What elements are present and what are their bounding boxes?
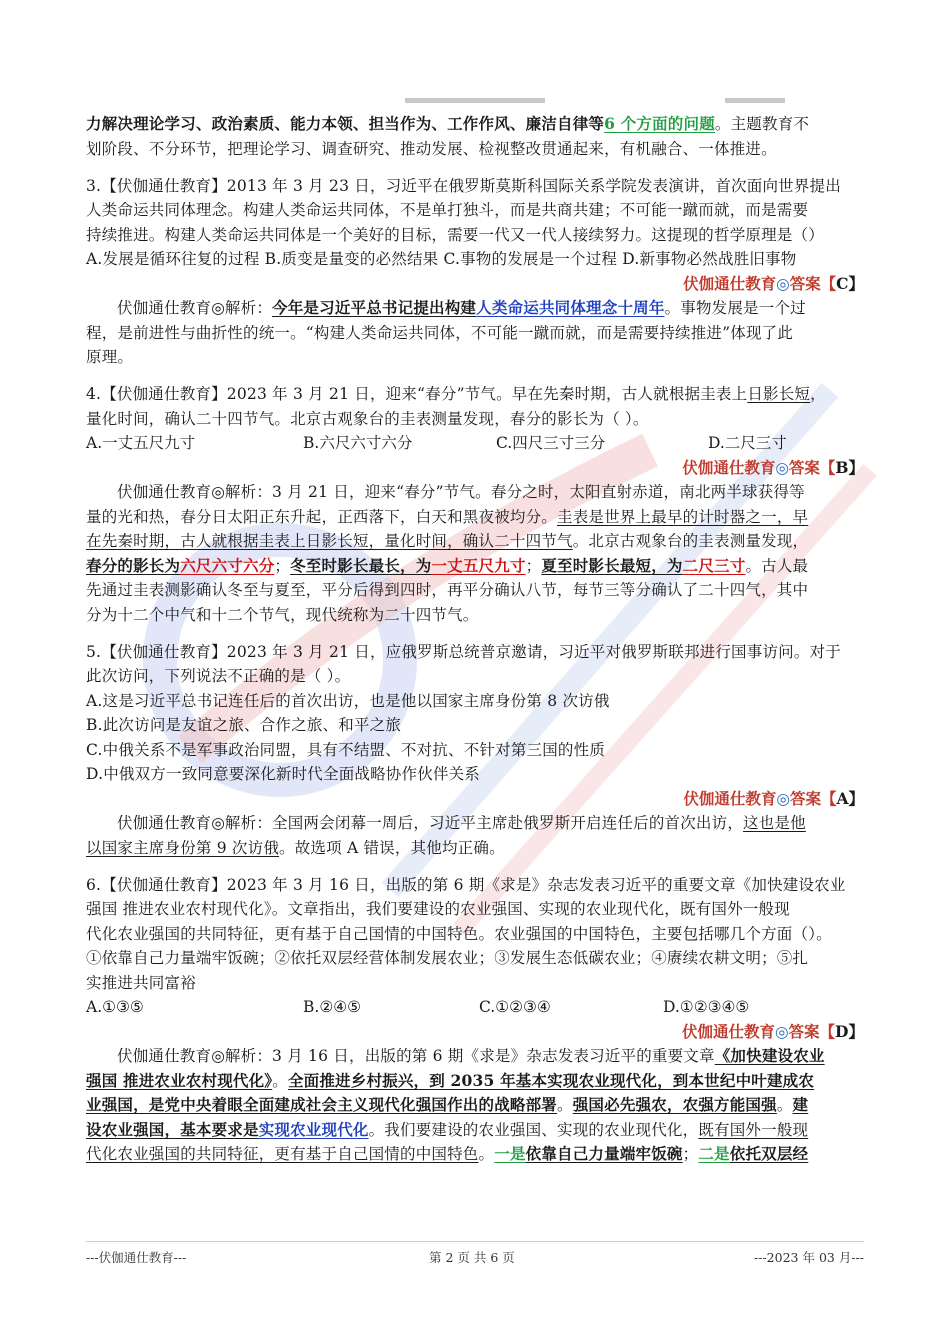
highlight-span: 二是	[698, 1144, 730, 1163]
ring-icon: ◎	[776, 273, 790, 293]
question-line: 3.【伏伽通仕教育】2013 年 3 月 23 日，习近平在俄罗斯莫斯科国际关系学院发表演讲，首次面向世界提出	[86, 176, 841, 195]
text-span: 。故选项 A 错误，其他均正确。	[279, 838, 505, 857]
highlight-span: 以国家主席身份第 9 次访俄	[86, 838, 280, 857]
text-span: 。我们要建设的农业强国、实现的农业现代化，	[368, 1120, 699, 1139]
ring-icon: ◎	[774, 1021, 789, 1041]
question-3	[86, 174, 864, 370]
explanation-line	[86, 836, 864, 861]
highlight-span: 实现农业现代化	[258, 1119, 369, 1139]
explanation-line	[86, 529, 864, 554]
question-6	[86, 873, 864, 1167]
highlight-span: 人类命运共同体理念十周年	[476, 298, 665, 317]
header-remnant	[405, 98, 825, 104]
question-line: 5.【伏伽通仕教育】2023 年 3 月 21 日，应俄罗斯总统普京邀请，习近平对俄罗斯联邦进行国事访问。对于	[86, 642, 841, 661]
answer-close: 】	[848, 273, 864, 293]
explanation-line	[86, 554, 864, 579]
explanation-line: 程，是前进性与曲折性的统一。“构建人类命运共同体，不可能一蹴而就，而是需要持续推进”体现了此	[86, 323, 794, 342]
highlight-span: 业强国，是党中央着眼全面建成社会主义现代化强国作出的战略部署	[86, 1095, 558, 1114]
answer-value: A	[836, 788, 849, 808]
answer-value: D	[835, 1021, 849, 1041]
answer-label	[86, 1020, 864, 1045]
text-span: 伏伽通仕教育◎解析：3 月 16 日，出版的第 6 期《求是》杂志发表习近平的重要文章	[117, 1047, 715, 1065]
answer-label	[86, 456, 864, 481]
text-span: 。	[478, 1145, 495, 1163]
question-line: 实推进共同富裕	[86, 973, 196, 992]
explanation-line	[86, 1118, 864, 1143]
option-c: C.①②③④	[479, 998, 551, 1016]
answer-close: 】	[848, 457, 864, 477]
highlight-span: 春分的影长为	[86, 555, 181, 575]
highlight-span: 二尺三寸	[682, 555, 746, 575]
highlight-span: 设农业强国，基本要求是	[86, 1119, 259, 1139]
question-line: 强国 推进农业农村现代化》。文章指出，我们要建设的农业强国、实现的农业现代化，既有国外一般现	[86, 900, 790, 918]
question-line: 代化农业强国的共同特征，更有基于自己国情的中国特色。农业强国的中国特色，主要包括哪几个方面（）。	[86, 924, 832, 943]
question-line: 人类命运共同体理念。构建人类命运共同体，不是单打独斗，而是共商共建；不可能一蹴而就，而是需要	[86, 201, 809, 219]
explanation-line	[86, 1093, 864, 1118]
footer-left: ---伏伽通仕教育---	[86, 1250, 187, 1265]
text-span: ，	[810, 385, 826, 403]
highlight-span: 夏至时影长最短，为	[541, 555, 683, 575]
highlight-span: 强国 推进农业农村现代化》	[86, 1070, 273, 1090]
option-b: B.②④⑤	[303, 998, 362, 1016]
explanation-line: 分为十二个中气和十二个节气，现代统称为二十四节气。	[86, 605, 479, 624]
option-a: A.①③⑤	[86, 998, 144, 1016]
answer-word: 答案【	[788, 457, 836, 477]
question-line: 持续推进。构建人类命运共同体是一个美好的目标，需要一代又一代人接续努力。这提现的哲学原理是（）	[86, 225, 824, 244]
option-d: D.二尺三寸	[708, 434, 787, 452]
ring-icon: ◎	[775, 457, 789, 477]
footer-divider	[86, 1241, 864, 1242]
highlight-span: 6 个方面的问题	[604, 114, 715, 133]
page-number: 第 2 页 共 6 页	[429, 1250, 515, 1265]
text-span: ；	[525, 556, 542, 575]
highlight-span: 依托双层经	[729, 1144, 809, 1163]
answer-word: 答案【	[789, 273, 837, 293]
answer-brand: 伏伽通仕教育	[683, 788, 777, 808]
explanation-line	[86, 1142, 864, 1167]
explanation-line	[86, 296, 864, 321]
highlight-span: 代化农业强国的共同特征，更有基于自己国情的中国特色	[86, 1145, 479, 1163]
answer-close: 】	[848, 788, 864, 808]
highlight-span: 冬至时影长最长，为	[290, 555, 432, 575]
option-a: A.一丈五尺九寸	[86, 434, 196, 452]
content-column	[86, 112, 864, 1167]
question-options	[86, 995, 864, 1020]
ring-icon: ◎	[776, 788, 790, 808]
text-span: 伏伽通仕教育◎解析：全国两会闭幕一周后，习近平主席赴俄罗斯开启连任后的首次出访，	[117, 814, 744, 832]
question-line	[86, 382, 864, 407]
option-c: C.四尺三寸三分	[496, 434, 606, 452]
paragraph-line: 划阶段、不分环节，把理论学习、调查研究、推动发展、检视整改贯通起来，有机融合、一体推进。	[86, 139, 777, 158]
answer-label	[86, 787, 864, 812]
explanation-line: 先通过圭表测影确认冬至与夏至，平分后得到四时，再平分确认八节，每节三等分确认了二十四气，其中	[86, 581, 809, 599]
answer-brand: 伏伽通仕教育	[681, 1021, 775, 1041]
answer-value: B	[835, 457, 849, 477]
option-d: D.中俄双方一致同意要深化新时代全面战略协作伙伴关系	[86, 765, 481, 783]
answer-word: 答案【	[789, 788, 837, 808]
text-span: 。北京古观象台的圭表测量发现，	[572, 532, 809, 550]
question-options	[86, 431, 864, 456]
highlight-span: 既有国外一般现	[698, 1120, 809, 1139]
text-span: 。	[557, 1096, 573, 1114]
option-d: D.①②③④⑤	[663, 998, 750, 1016]
answer-brand: 伏伽通仕教育	[683, 273, 777, 293]
option-a: A.这是习近平总书记连任后的首次出访，也是他以国家主席身份第 8 次访俄	[86, 691, 610, 710]
highlight-span: 依靠自己力量端牢饭碗	[525, 1144, 683, 1163]
explanation-line	[86, 1044, 864, 1069]
text-span: 4.【伏伽通仕教育】2023 年 3 月 21 日，迎来“春分”节气。早在先秦时期，古人就根据圭表上	[86, 385, 748, 403]
text-span: 。事物发展是一个过	[664, 299, 806, 317]
highlight-span: 日影长短	[747, 385, 811, 403]
explanation-line	[86, 505, 864, 530]
question-line: 量化时间，确认二十四节气。北京古观象台的圭表测量发现，春分的影长为（ ）。	[86, 409, 649, 428]
highlight-span: 圭表是世界上最早的计时器之一，早	[557, 507, 809, 526]
text-span: ；	[274, 556, 291, 575]
text-span: 力解决理论学习、政治素质、能力本领、担当作为、工作作风、廉洁自律等	[86, 114, 605, 133]
highlight-span: 强国必先强农，农强方能国强	[572, 1095, 777, 1114]
question-line: ①依靠自己力量端牢饭碗；②依托双层经营体制发展农业；③发展生态低碳农业；④赓续农耕文明；⑤扎	[86, 949, 809, 967]
question-options: A.发展是循环往复的过程 B.质变是量变的必然结果 C.事物的发展是一个过程 D.新事物必然战胜旧事物	[86, 250, 797, 268]
answer-value: C	[836, 273, 849, 293]
answer-label	[86, 272, 864, 297]
question-line: 6.【伏伽通仕教育】2023 年 3 月 16 日，出版的第 6 期《求是》杂志发表习近平的重要文章《加快建设农业	[86, 875, 846, 894]
text-span: 。	[776, 1096, 793, 1114]
text-span: 。	[272, 1071, 288, 1090]
answer-close: 】	[848, 1021, 864, 1041]
highlight-span: 一是	[494, 1144, 526, 1163]
paragraph-line	[86, 112, 864, 137]
page-footer	[86, 1248, 864, 1266]
highlight-span: 今年是习近平总书记提出构建	[272, 298, 477, 317]
text-span: ；	[682, 1145, 699, 1163]
highlight-span: 建	[792, 1095, 809, 1114]
highlight-span: 一丈五尺九寸	[431, 555, 526, 575]
highlight-span: 六尺六寸六分	[180, 555, 275, 575]
highlight-span: 全面推进乡村振兴，到 2035 年基本实现农业现代化，到本世纪中叶建成农	[287, 1070, 815, 1090]
answer-word: 答案【	[788, 1021, 836, 1041]
option-b: B.六尺六寸六分	[303, 434, 413, 452]
question-4	[86, 382, 864, 627]
explanation-line	[86, 1069, 864, 1094]
question-5	[86, 640, 864, 861]
explanation-line: 伏伽通仕教育◎解析：3 月 21 日，迎来“春分”节气。春分之时，太阳直射赤道，南北两半球获得等	[117, 483, 805, 501]
footer-date: ---2023 年 03 月---	[754, 1250, 864, 1265]
text-span: 量的光和热，春分日太阳正东升起，正西落下，白天和黑夜被均分。	[86, 507, 558, 526]
option-b: B.此次访问是友谊之旅、合作之旅、和平之旅	[86, 716, 402, 734]
highlight-span: 在先秦时期，古人就根据圭表上日影长短，量化时间，确认二十四节气	[86, 532, 573, 550]
text-span: 伏伽通仕教育◎解析：	[117, 299, 273, 317]
text-span: 。主题教育不	[714, 115, 810, 133]
answer-brand: 伏伽通仕教育	[682, 457, 776, 477]
option-c: C.中俄关系不是军事政治同盟，具有不结盟、不对抗、不针对第三国的性质	[86, 740, 606, 759]
explanation-line	[86, 811, 864, 836]
text-span: 。古人最	[745, 556, 809, 575]
question-line: 此次访问，下列说法不正确的是（ ）。	[86, 667, 351, 685]
explanation-line: 原理。	[86, 348, 134, 366]
highlight-span: 《加快建设农业	[714, 1046, 825, 1065]
highlight-span: 这也是他	[743, 814, 806, 832]
